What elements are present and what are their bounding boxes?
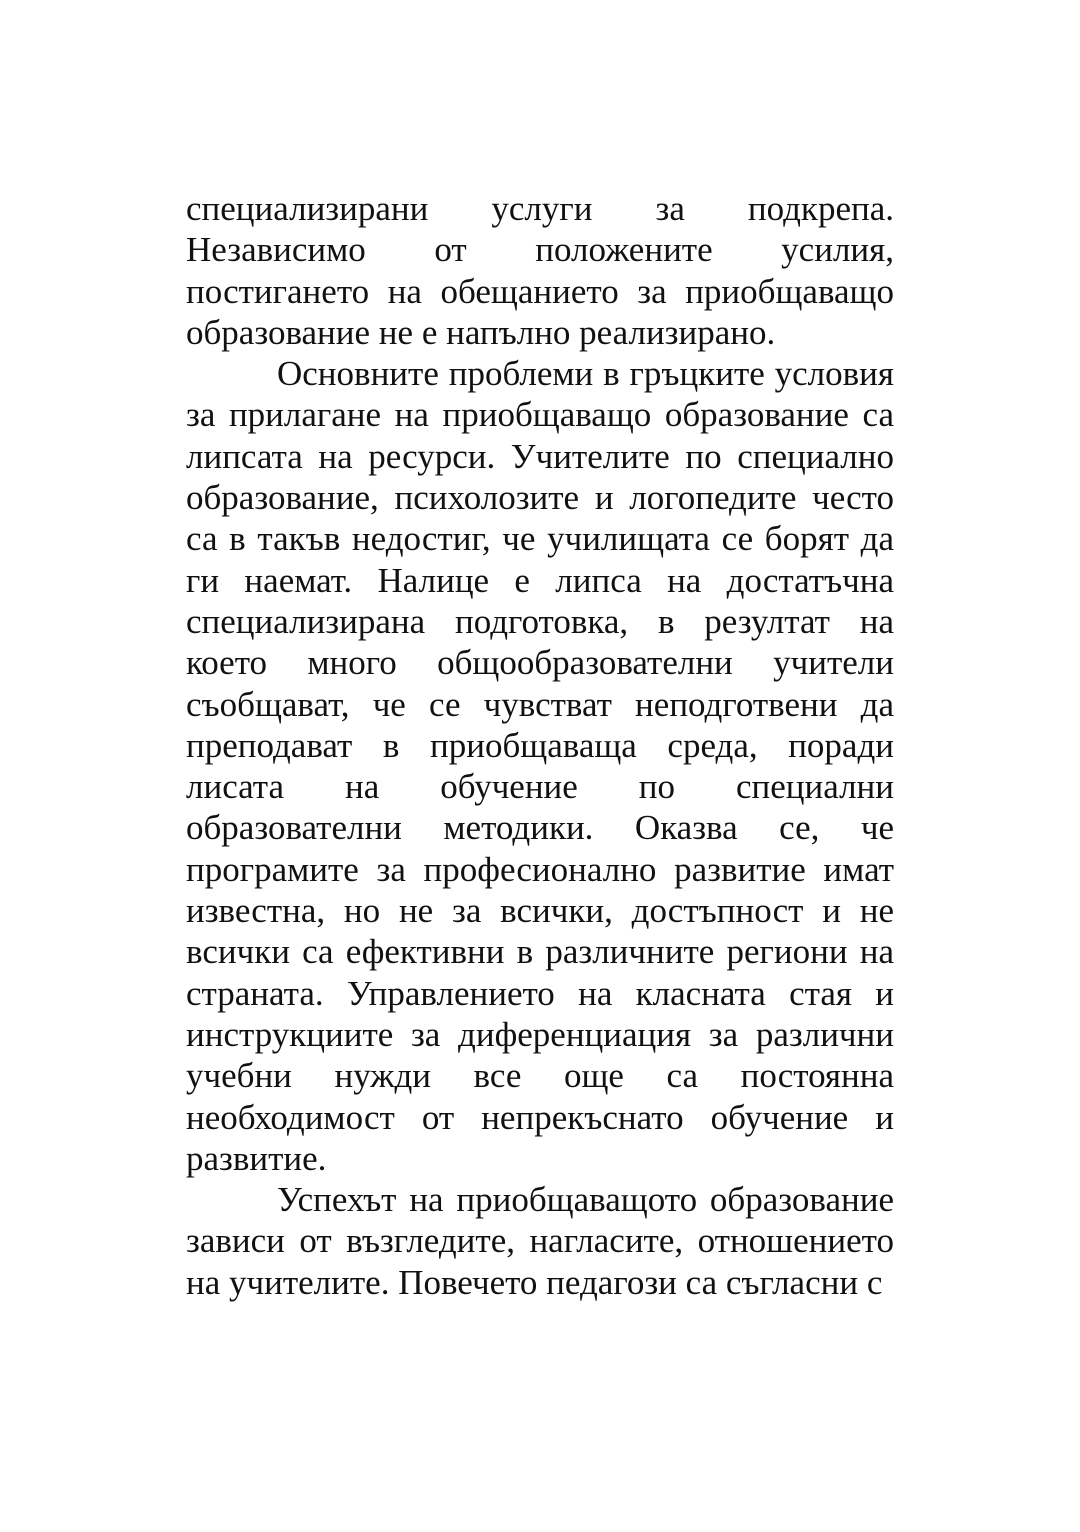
paragraph-success: Успехът на приобщаващото образование зависи от възгледите, нагласите, отношението на учителите. Повечето педагози са съгласни с	[186, 1180, 894, 1302]
paragraph-main-problems: Основните проблеми в гръцките условия за прилагане на приобщаващо образование са липсата на ресурси. Учителите по специално образование, психолозите и логопедите често са в такъв недостиг, че училищата се борят да ги наемат. Налице е липса на достатъчна специализирана подготовка, в резултат на което много общообразователни учители съобщават, че се чувстват неподготвени да преподават в приобщаваща среда, поради лисата на обучение по специални образователни методики. Оказва се, че програмите за професионално развитие имат известна, но не за всички, достъпност и не всички са ефективни в различните региони на страната. Управлението на класната стая и инструкциите за диференциация за различни учебни нужди все още са постоянна необходимост от непрекъснато обучение и развитие.	[186, 354, 894, 1178]
body-text	[186, 188, 894, 1303]
paragraph-continuation: специализирани услуги за подкрепа. Независимо от положените усилия, постигането на обещанието за приобщаващо образование не е напълно реализирано.	[186, 189, 894, 352]
